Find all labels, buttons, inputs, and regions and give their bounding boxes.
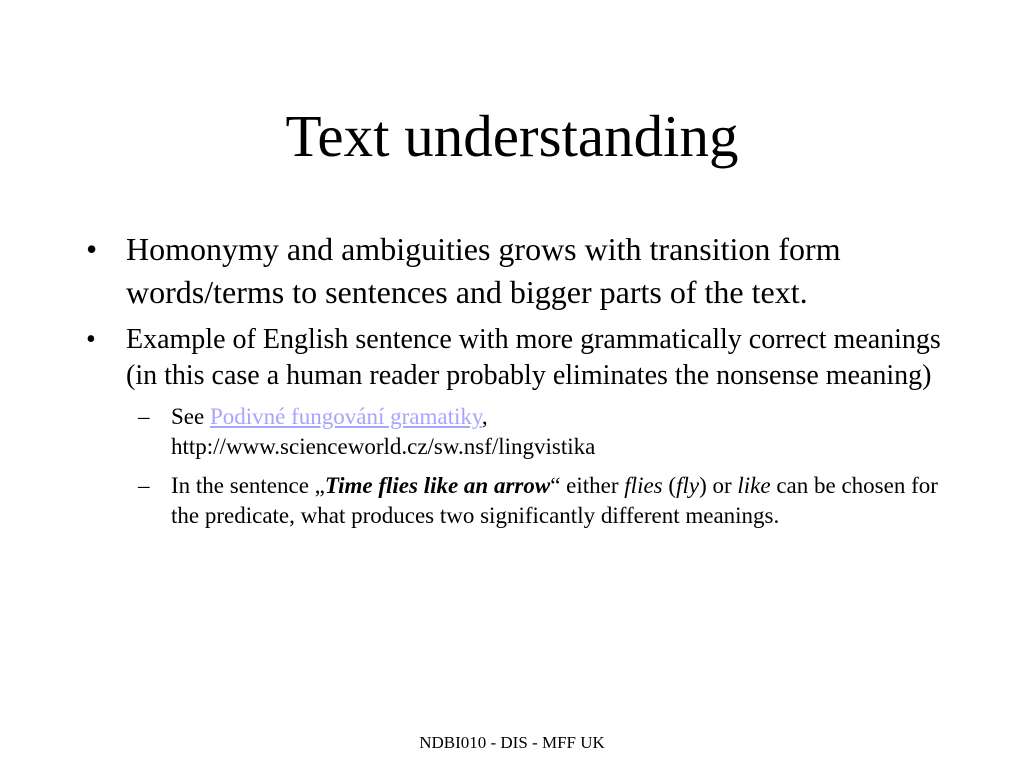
sentence-part-1: In the sentence „ <box>171 473 325 498</box>
bullet-marker: • <box>86 231 98 267</box>
bullet-item-example <box>86 322 946 531</box>
word-flies: flies <box>624 473 663 498</box>
sentence-part-5: can be chosen for the predicate, what produces two significantly different meanings. <box>171 473 938 528</box>
word-fly: fly <box>676 473 700 498</box>
sub-bullet-list <box>138 402 946 531</box>
slide-title: Text understanding <box>285 103 739 169</box>
bullet-text: Homonymy and ambiguities grows with transition form words/terms to sentences and bigger parts of the text. <box>126 231 841 310</box>
sub-bullet-marker: – <box>138 473 150 498</box>
sentence-part-4: ) or <box>699 473 738 498</box>
see-prefix: See <box>171 404 210 429</box>
bullet-item-homonymy <box>86 228 946 314</box>
article-link[interactable]: Podivné fungování gramatiky <box>209 404 482 429</box>
slide-footer: NDBI010 - DIS - MFF UK <box>419 733 605 752</box>
sub-bullet-item-see <box>138 402 946 462</box>
example-sentence: Time flies like an arrow <box>324 473 551 498</box>
bullet-text: Example of English sentence with more grammatically correct meanings (in this case a human reader probably eliminates the nonsense meaning) <box>126 324 941 391</box>
word-like: like <box>737 473 771 498</box>
sub-bullet-marker: – <box>138 404 150 429</box>
bullet-marker: • <box>86 324 96 355</box>
see-after-link: , <box>481 404 488 429</box>
sentence-part-3: ( <box>662 473 677 498</box>
sub-bullet-item-sentence <box>138 471 946 531</box>
url-text: http://www.scienceworld.cz/sw.nsf/lingvistika <box>171 434 596 459</box>
bullet-list <box>86 228 946 540</box>
sentence-part-2: “ either <box>550 473 625 498</box>
